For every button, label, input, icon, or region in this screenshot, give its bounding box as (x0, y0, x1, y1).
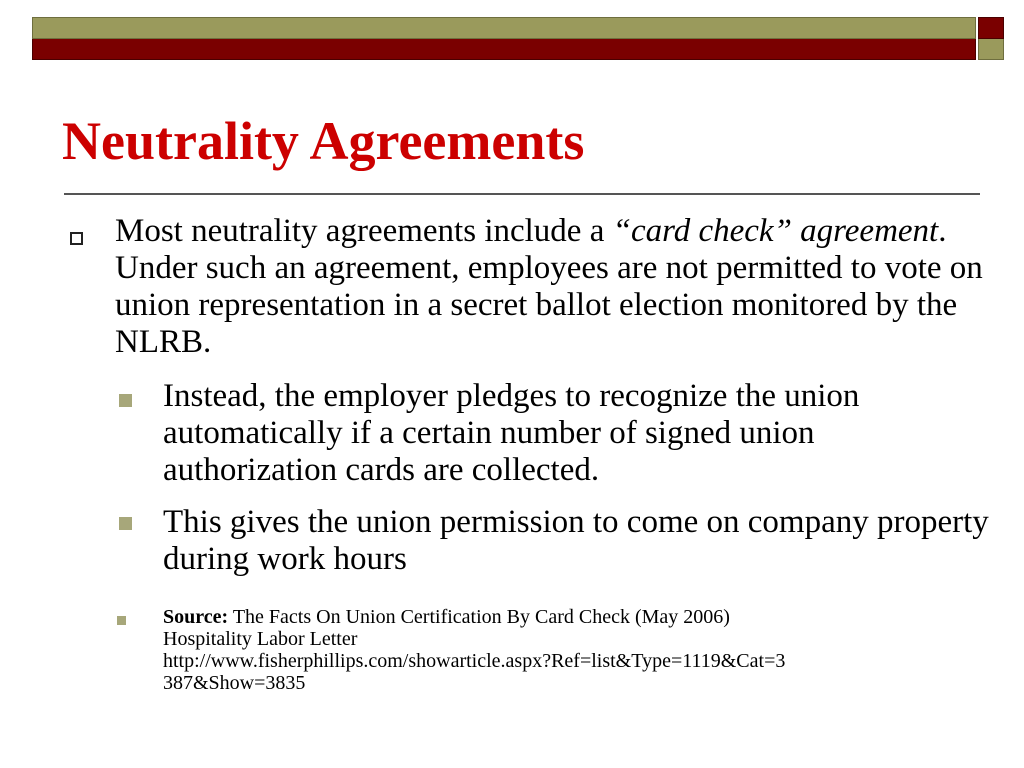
source-url-line1: http://www.fisherphillips.com/showarticle.aspx?Ref=list&Type=1119&Cat=3 (163, 650, 786, 672)
slide-title: Neutrality Agreements (62, 111, 585, 171)
header-bar-olive (32, 17, 976, 39)
source-title: The Facts On Union Certification By Card Check (May 2006) (228, 606, 730, 628)
bullet-main-text-italic: “card check” agreement (612, 213, 939, 249)
sub-bullet-text-2: This gives the union permission to come on company property during work hours (163, 504, 989, 577)
source-publication: Hospitality Labor Letter (163, 628, 358, 650)
corner-square-olive (978, 39, 1004, 60)
sub-bullet-text-1: Instead, the employer pledges to recognize the union automatically if a certain number of signed union authorization cards are collected. (163, 378, 860, 488)
bullet-main-text-post: . Under such an agreement, employees are not permitted to vote on union representation in a secret ballot election monitored by the NLRB. (115, 213, 983, 360)
filled-square-bullet-icon (119, 394, 132, 407)
header-bar-maroon (32, 39, 976, 60)
corner-square-maroon (978, 17, 1004, 39)
title-divider (64, 193, 980, 195)
bullet-main-text-pre: Most neutrality agreements include a (115, 213, 613, 249)
small-square-bullet-icon (117, 616, 126, 625)
bullet-main-text (115, 213, 985, 361)
hollow-square-bullet-icon (70, 232, 83, 245)
filled-square-bullet-icon (119, 517, 132, 530)
source-citation (163, 606, 973, 694)
source-url-line2: 387&Show=3835 (163, 672, 306, 694)
source-label: Source: (163, 606, 229, 628)
